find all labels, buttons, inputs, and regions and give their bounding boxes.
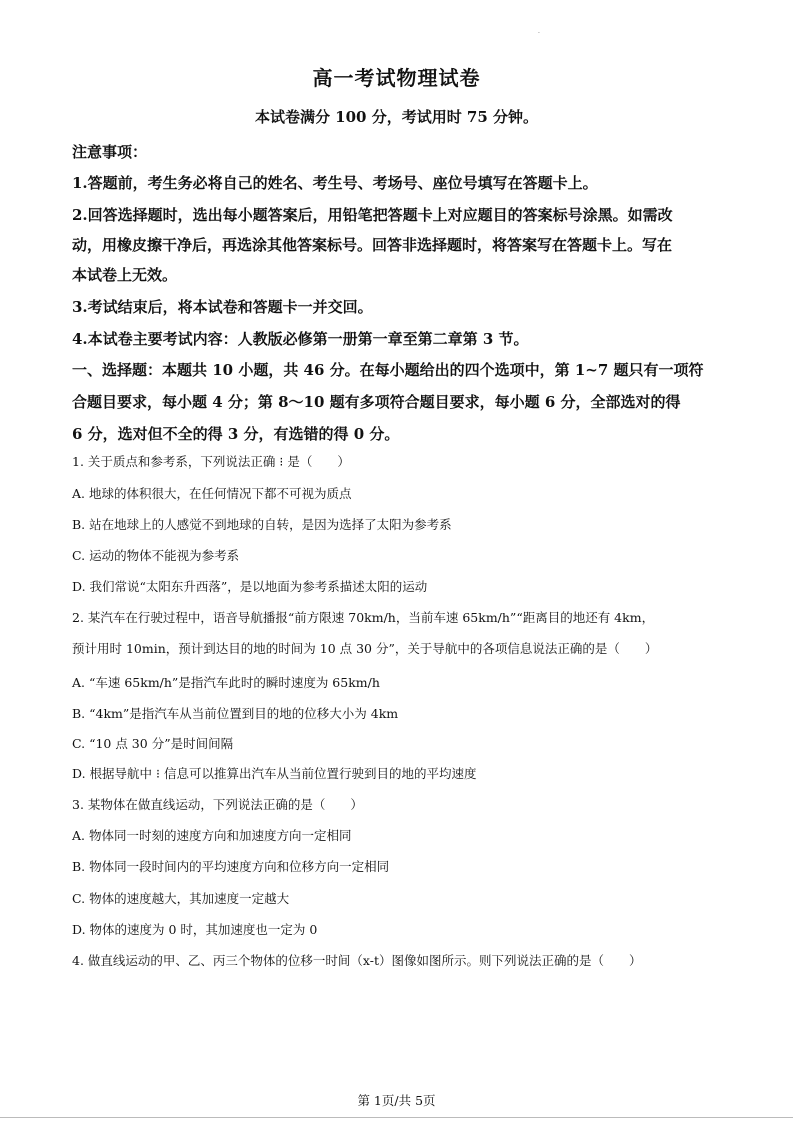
note-line: 动，用橡皮擦干净后，再选涂其他答案标号。回答非选择题时，将答案写在答题卡上。写在	[72, 236, 673, 254]
question-2-stem-cont: 预计用时 10min，预计到达目的地的时间为 10 点 30 分”，关于导航中的各项信息说法正确的是（ ）	[72, 641, 658, 656]
note-line: 4.本试卷主要考试内容：人教版必修第一册第一章至第二章第 3 节。	[72, 330, 529, 348]
question-2-option-d: D. 根据导航中 ⁝ 信息可以推算出汽车从当前位置行驶到目的地的平均速度	[72, 766, 477, 781]
note-line: 本试卷上无效。	[72, 266, 178, 284]
question-3-option-b: B. 物体同一段时间内的平均速度方向和位移方向一定相同	[72, 859, 390, 874]
question-4-stem: 4. 做直线运动的甲、乙、丙三个物体的位移一时间（x-t）图像如图所示。则下列说法正确的是（ ）	[72, 953, 642, 968]
section-instruction: 一、选择题：本题共 10 小题，共 46 分。在每小题给出的四个选项中，第 1~7 题只有一项符	[72, 361, 704, 379]
question-1-option-a: A. 地球的体积很大，在任何情况下都不可视为质点	[72, 486, 352, 501]
page-number: 第 1页/共 5页	[357, 1093, 436, 1108]
notes-heading: 注意事项：	[72, 143, 148, 161]
question-2-stem: 2. 某汽车在行驶过程中，语音导航播报“前方限速 70km/h，当前车速 65km/h”“距离目的地还有 4km，	[72, 610, 655, 625]
page-bottom-rule	[0, 1117, 793, 1118]
question-1-option-c: C. 运动的物体不能视为参考系	[72, 548, 240, 563]
page-title: 高一考试物理试卷	[312, 66, 481, 90]
question-3-option-d: D. 物体的速度为 0 时，其加速度也一定为 0	[72, 922, 318, 937]
exam-info: 本试卷满分 100 分，考试用时 75 分钟。	[254, 108, 539, 126]
question-3-option-a: A. 物体同一时刻的速度方向和加速度方向一定相同	[72, 828, 352, 843]
note-line: 3.考试结束后，将本试卷和答题卡一并交回。	[72, 298, 373, 316]
note-line: 2.回答选择题时，选出每小题答案后，用铅笔把答题卡上对应题目的答案标号涂黑。如需改	[72, 206, 673, 224]
question-2-option-c: C. “10 点 30 分”是时间间隔	[72, 736, 234, 751]
question-1-stem: 1. 关于质点和参考系，下列说法正确 ⁝ 是（ ）	[72, 454, 350, 469]
note-line: 1.答题前，考生务必将自己的姓名、考生号、考场号、座位号填写在答题卡上。	[72, 174, 598, 192]
page-dot: ·	[538, 30, 540, 37]
question-3-stem: 3. 某物体在做直线运动，下列说法正确的是（ ）	[72, 797, 363, 812]
section-instruction: 合题目要求，每小题 4 分；第 8～10 题有多项符合题目要求，每小题 6 分，全部选对的得	[72, 393, 681, 411]
question-2-option-b: B. “4km”是指汽车从当前位置到目的地的位移大小为 4km	[72, 706, 399, 721]
question-1-option-d: D. 我们常说“太阳东升西落”，是以地面为参考系描述太阳的运动	[72, 579, 428, 594]
section-instruction: 6 分，选对但不全的得 3 分，有选错的得 0 分。	[72, 425, 400, 443]
question-3-option-c: C. 物体的速度越大，其加速度一定越大	[72, 891, 290, 906]
question-2-option-a: A. “车速 65km/h”是指汽车此时的瞬时速度为 65km/h	[72, 675, 380, 690]
question-1-option-b: B. 站在地球上的人感觉不到地球的自转，是因为选择了太阳为参考系	[72, 517, 452, 532]
